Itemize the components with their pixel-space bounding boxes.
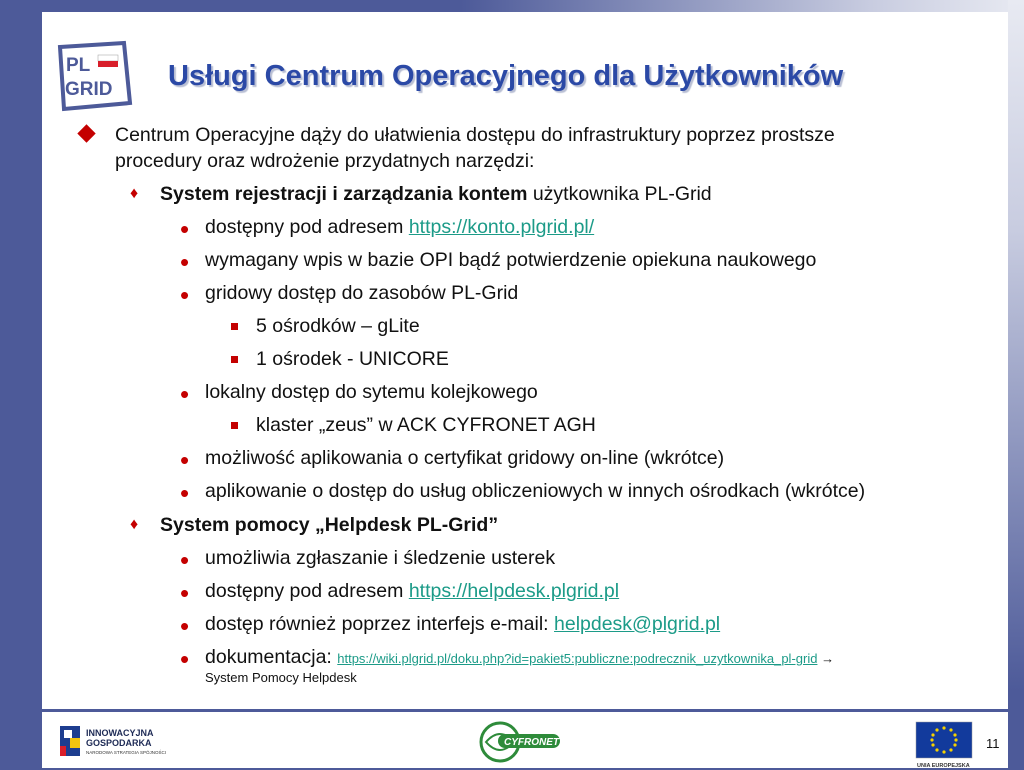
dot-bullet-icon: •: [180, 578, 190, 608]
intro-line-1: Centrum Operacyjne dąży do ułatwienia dostępu do infrastruktury poprzez prostsze: [115, 124, 835, 146]
svg-text:PL: PL: [66, 55, 91, 76]
dot-bullet-icon: •: [180, 247, 190, 277]
list-item: dostępny pod adresem https://konto.plgrid.pl/: [205, 216, 595, 238]
list-item: aplikowanie o dostęp do usług obliczeniowych w innych ośrodkach (wkrótce): [205, 480, 866, 502]
arrow-icon: →: [817, 651, 835, 666]
wiki-docs-link[interactable]: https://wiki.plgrid.pl/doku.php?id=pakiet5:publiczne:podrecznik_uzytkownika_pl-grid: [337, 651, 818, 666]
list-item: gridowy dostęp do zasobów PL-Grid: [205, 282, 519, 304]
svg-text:CYFRONET: CYFRONET: [504, 737, 559, 748]
cyfronet-logo: [478, 720, 562, 764]
square-bullet-icon: [231, 323, 238, 330]
dot-bullet-icon: •: [180, 280, 190, 310]
square-bullet-icon: [231, 422, 238, 429]
small-diamond-bullet-icon: ♦: [130, 185, 139, 202]
list-item: możliwość aplikowania o certyfikat gridowy on-line (wkrótce): [205, 447, 725, 469]
dot-bullet-icon: •: [180, 379, 190, 409]
helpdesk-email-link[interactable]: helpdesk@plgrid.pl: [554, 613, 721, 635]
dot-bullet-icon: •: [180, 445, 190, 475]
square-bullet-icon: [231, 356, 238, 363]
svg-text:NARODOWA STRATEGIA SPÓJNOŚCI: NARODOWA STRATEGIA SPÓJNOŚCI: [86, 750, 167, 755]
list-item: dostęp również poprzez interfejs e-mail: helpdesk@plgrid.pl: [205, 613, 721, 635]
dot-bullet-icon: •: [180, 644, 190, 674]
eu-flag-logo: [914, 720, 974, 770]
konto-link[interactable]: https://konto.plgrid.pl/: [408, 216, 595, 238]
docs-line-2: System Pomocy Helpdesk: [205, 670, 357, 685]
list-item: dostępny pod adresem https://helpdesk.plgrid.pl: [205, 580, 620, 602]
dot-bullet-icon: •: [180, 214, 190, 244]
footer: [42, 709, 1008, 768]
small-diamond-bullet-icon: ♦: [130, 516, 139, 533]
section-helpdesk-title: System pomocy „Helpdesk PL-Grid”: [160, 514, 499, 536]
page-title: Usługi Centrum Operacyjnego dla Użytkowników: [168, 60, 844, 92]
list-item: 5 ośrodków – gLite: [256, 315, 420, 337]
svg-text:GOSPODARKA: GOSPODARKA: [86, 738, 152, 748]
right-band: [1008, 0, 1024, 768]
innowacyjna-gospodarka-logo: [60, 724, 190, 760]
left-band: [0, 0, 42, 768]
helpdesk-link[interactable]: https://helpdesk.plgrid.pl: [408, 580, 620, 602]
list-item: wymagany wpis w bazie OPI bądź potwierdzenie opiekuna naukowego: [205, 249, 817, 271]
plgrid-logo: [54, 39, 134, 113]
dot-bullet-icon: •: [180, 478, 190, 508]
top-band: [0, 0, 1024, 12]
svg-text:INNOWACYJNA: INNOWACYJNA: [86, 728, 154, 738]
list-item: 1 ośrodek - UNICORE: [256, 348, 449, 370]
list-item: dokumentacja: https://wiki.plgrid.pl/doku.php?id=pakiet5:publiczne:podrecznik_uzytkownika_pl-grid →: [205, 646, 835, 668]
svg-text:UNIA EUROPEJSKA: UNIA EUROPEJSKA: [917, 763, 970, 769]
dot-bullet-icon: •: [180, 611, 190, 641]
list-item: umożliwia zgłaszanie i śledzenie usterek: [205, 547, 556, 569]
dot-bullet-icon: •: [180, 545, 190, 575]
list-item: lokalny dostęp do sytemu kolejkowego: [205, 381, 538, 403]
intro-line-2: procedury oraz wdrożenie przydatnych narzędzi:: [115, 150, 535, 172]
section-registration-rest: użytkownika PL-Grid: [527, 183, 712, 205]
svg-text:GRID: GRID: [65, 79, 113, 100]
section-registration-title: System rejestracji i zarządzania kontem: [160, 183, 528, 205]
list-item: klaster „zeus” w ACK CYFRONET AGH: [256, 414, 596, 436]
page-number: 11: [986, 736, 1000, 751]
section-registration: [160, 183, 712, 206]
